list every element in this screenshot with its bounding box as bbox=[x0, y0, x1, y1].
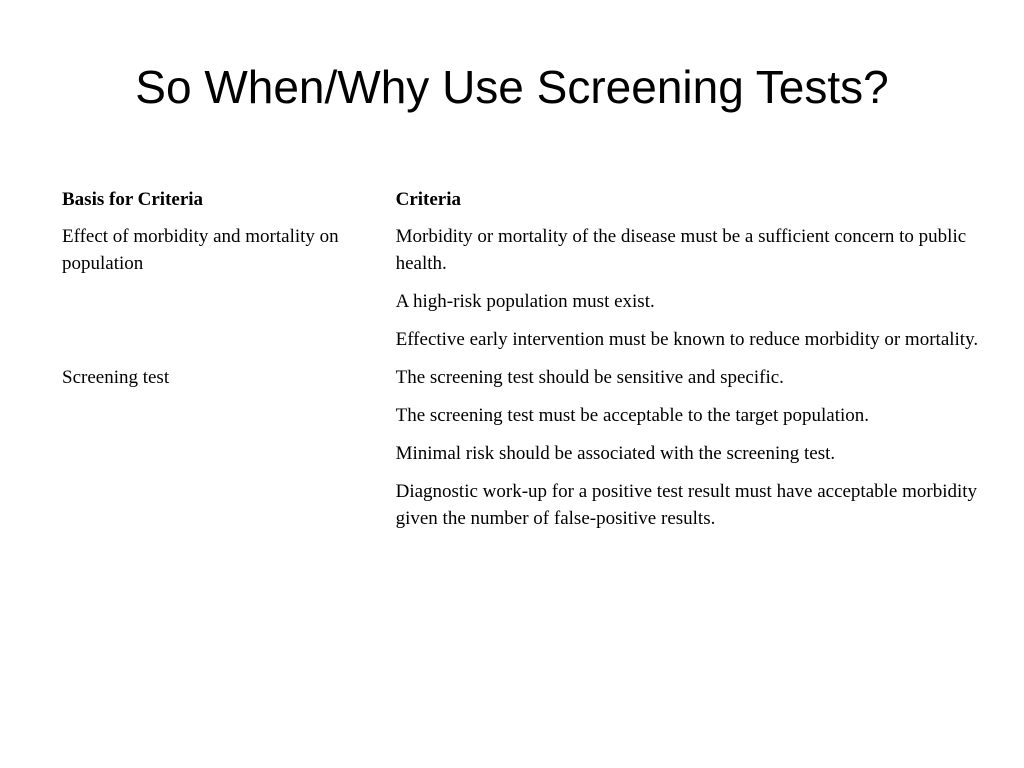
header-basis-for-criteria: Basis for Criteria bbox=[62, 189, 204, 210]
criteria-cell: Diagnostic work-up for a positive test result must have acceptable morbidity given the number of false-positive results. bbox=[395, 481, 978, 529]
basis-cell bbox=[62, 478, 396, 543]
criteria-cell: A high-risk population must exist. bbox=[395, 291, 655, 312]
criteria-cell: The screening test must be acceptable to the target population. bbox=[395, 405, 870, 426]
basis-cell bbox=[62, 440, 396, 478]
criteria-cell: Minimal risk should be associated with the screening test. bbox=[395, 443, 836, 464]
basis-cell bbox=[62, 288, 396, 326]
criteria-table bbox=[62, 186, 982, 543]
basis-cell: Screening test bbox=[62, 367, 170, 388]
criteria-cell: Effective early intervention must be known to reduce morbidity or mortality. bbox=[395, 329, 979, 350]
criteria-cell: The screening test should be sensitive and specific. bbox=[395, 367, 784, 388]
table-row bbox=[62, 364, 982, 402]
slide-title: So When/Why Use Screening Tests? bbox=[135, 61, 889, 113]
basis-cell bbox=[62, 326, 396, 364]
table-row bbox=[62, 223, 982, 288]
table-row bbox=[62, 478, 982, 543]
header-criteria: Criteria bbox=[395, 189, 461, 210]
table-header-row bbox=[62, 186, 982, 223]
table-row bbox=[62, 440, 982, 478]
basis-cell bbox=[62, 402, 396, 440]
criteria-cell: Morbidity or mortality of the disease must be a sufficient concern to public health. bbox=[395, 226, 967, 274]
table-row bbox=[62, 326, 982, 364]
table-row bbox=[62, 288, 982, 326]
table-row bbox=[62, 402, 982, 440]
basis-cell: Effect of morbidity and mortality on population bbox=[62, 226, 339, 274]
